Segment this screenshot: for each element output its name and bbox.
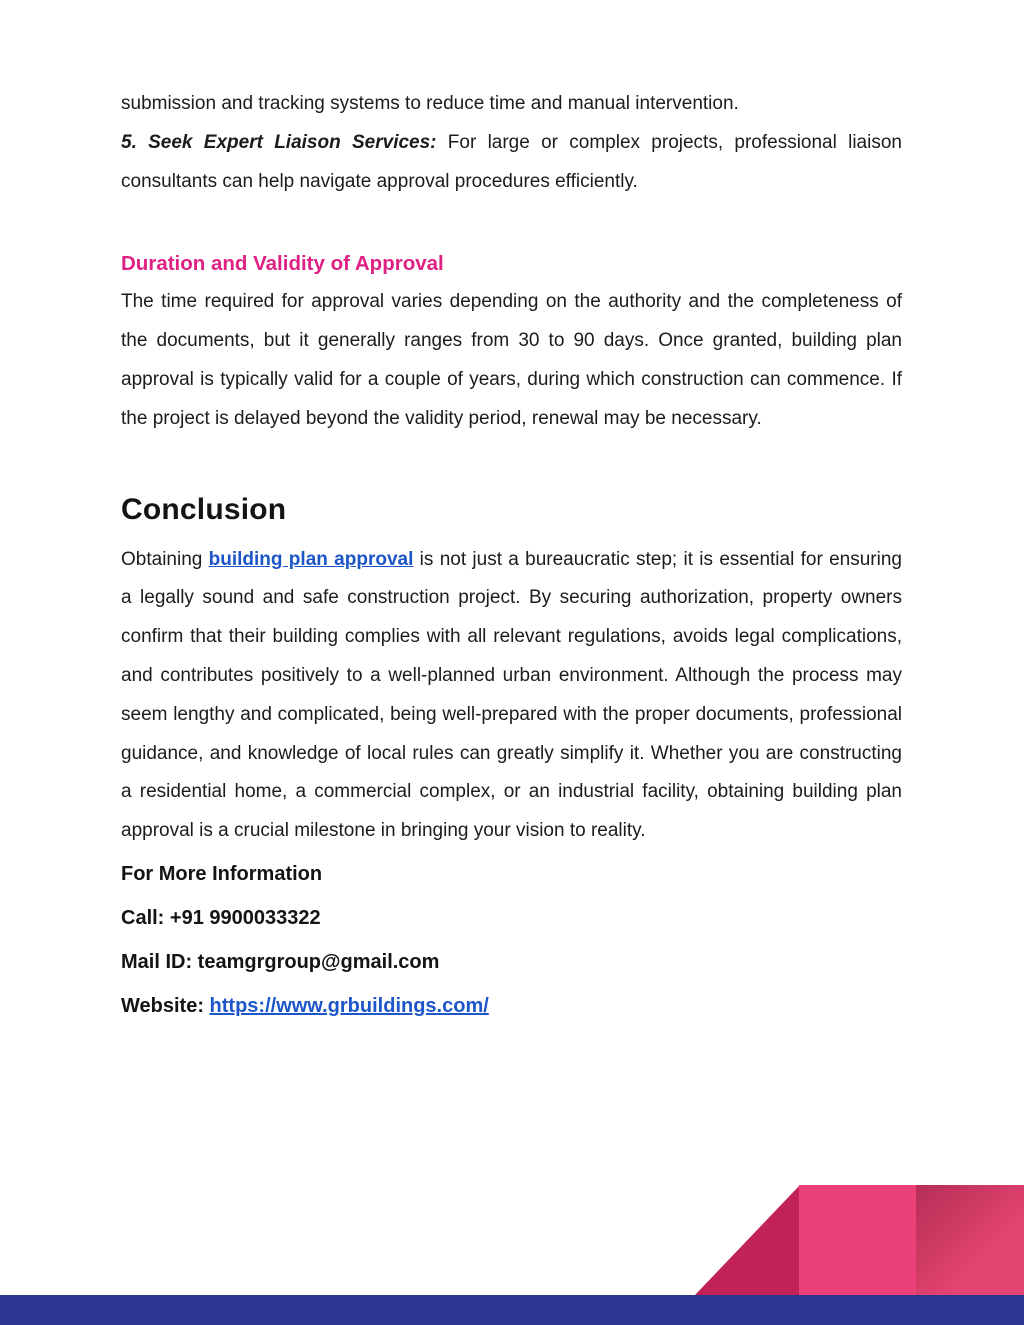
tip5-label: 5. Seek Expert Liaison Services:	[121, 131, 437, 153]
duration-validity-paragraph: The time required for approval varies depending on the authority and the completeness of the documents, but it generally ranges from 30 to 90 days. Once granted, building plan approval is typically valid for a couple of years, during which construction can commence. If the project is delayed beyond the validity period, renewal may be necessary.	[121, 291, 902, 429]
website-link[interactable]: https://www.grbuildings.com/	[209, 994, 489, 1017]
footer-dark-pink-triangle-shape	[695, 1185, 800, 1295]
duration-validity-heading: Duration and Validity of Approval	[121, 252, 444, 276]
tip5-paragraph	[121, 124, 902, 202]
footer-shaded-pink-rectangle-shape	[916, 1185, 1024, 1295]
mail-line: Mail ID: teamgrgroup@gmail.com	[121, 950, 440, 973]
building-plan-approval-link[interactable]: building plan approval	[208, 548, 414, 570]
conclusion-text-before-link: Obtaining	[121, 548, 209, 570]
paragraph-continuation-text: submission and tracking systems to reduce time and manual intervention.	[121, 93, 739, 114]
call-line: Call: +91 9900033322	[121, 906, 321, 929]
more-information-heading: For More Information	[121, 862, 323, 885]
footer-blue-bar	[0, 1295, 1024, 1325]
paragraph-continuation	[121, 85, 902, 124]
conclusion-text-after-link: is not just a bureaucratic step; it is essential for ensuring a legally sound and safe construction project. By securing authorization, property owners confirm that their building complies with all relevant regulations, avoids legal complications, and contributes positively to a well-planned urban environment. Although the process may seem lengthy and complicated, being well-prepared with the proper documents, professional guidance, and knowledge of local rules can greatly simplify it. Whether you are constructing a residential home, a commercial complex, or an industrial facility, obtaining building plan approval is a crucial milestone in bringing your vision to reality.	[121, 548, 902, 842]
contact-info-block	[121, 852, 902, 1028]
website-line	[121, 984, 902, 1028]
tip5-text: For large or complex projects, professional liaison consultants can help navigate approval procedures efficiently.	[121, 131, 902, 192]
document-body	[121, 85, 902, 1028]
conclusion-heading: Conclusion	[121, 492, 287, 526]
conclusion-paragraph	[121, 541, 902, 851]
website-label: Website:	[121, 994, 210, 1017]
footer-bright-pink-rectangle-shape	[799, 1185, 916, 1295]
